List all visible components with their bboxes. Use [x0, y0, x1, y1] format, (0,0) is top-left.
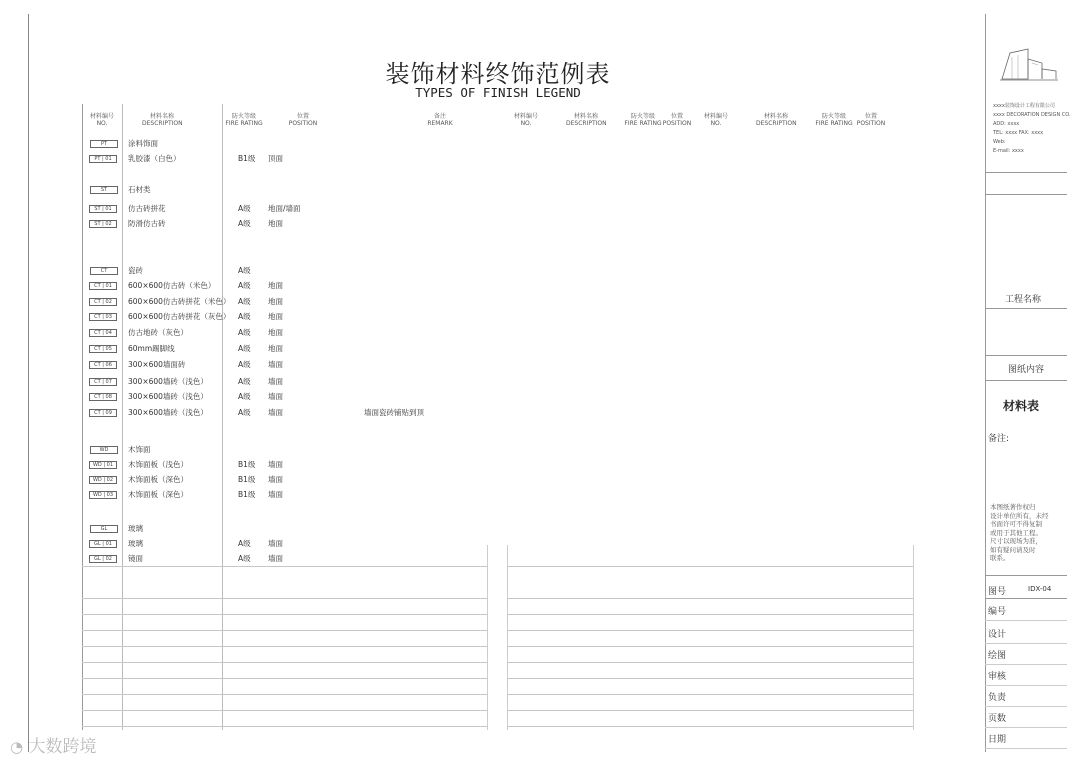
column-header-cn: 材料名称	[573, 113, 598, 120]
sign-off-field-label: 负责	[988, 693, 1007, 703]
cell-fire: A级	[238, 554, 251, 563]
cell-fire: A级	[238, 539, 251, 548]
material-code-tag: GL	[90, 525, 118, 533]
material-code-tag: GL | 02	[89, 555, 117, 563]
material-code-tag: ST	[90, 186, 118, 194]
cell-name: 600×600仿古砖拼花（米色）	[128, 297, 231, 306]
note-line: 或用于其他工程。	[990, 528, 1042, 537]
company-info-line: Web:	[993, 139, 1006, 145]
column-header-en: REMARK	[427, 120, 453, 127]
column-header-cn: 防火等级	[231, 113, 256, 120]
tb-divider	[985, 308, 1067, 309]
column-header-en: POSITION	[856, 120, 886, 127]
material-code-tag: PT	[90, 140, 118, 148]
cell-pos: 墙面	[268, 360, 283, 369]
cell-name: 防滑仿古砖	[128, 219, 166, 228]
drawing-content-value: 材料表	[1003, 399, 1040, 413]
column-divider-end	[913, 545, 914, 730]
column-header-en: POSITION	[288, 120, 318, 127]
cell-name: 木饰面	[128, 445, 151, 454]
tb-divider	[985, 664, 1067, 665]
material-code-tag: CT | 07	[89, 378, 117, 386]
column-header-cn: 防火等级	[821, 113, 846, 120]
column-header	[506, 113, 546, 127]
cell-fire: A级	[238, 360, 251, 369]
column-header	[696, 113, 736, 127]
cell-fire: A级	[238, 392, 251, 401]
row-rule	[82, 726, 487, 727]
watermark	[10, 732, 97, 757]
drawing-content-label: 图纸内容	[1008, 365, 1045, 375]
cell-fire: A级	[238, 408, 251, 417]
title-block-border	[985, 14, 986, 752]
cell-fire: A级	[238, 297, 251, 306]
company-info-line: xxxx DECORATION DESIGN CO.	[993, 112, 1071, 118]
cell-fire: A级	[238, 377, 251, 386]
column-header-en: FIRE RATING	[815, 120, 853, 127]
tb-divider	[985, 748, 1067, 749]
column-header-cn: 材料名称	[763, 113, 788, 120]
sign-off-field-label: 页数	[988, 714, 1007, 724]
company-info-line: ADD: xxxx	[993, 121, 1020, 127]
sign-off-field-label: 编号	[988, 607, 1007, 617]
company-info-line: TEL: xxxx FAX: xxxx	[993, 130, 1044, 136]
cell-pos: 地面/墙面	[268, 204, 301, 213]
material-code-tag: CT | 01	[89, 282, 117, 290]
cell-pos: 地面	[268, 219, 283, 228]
column-header	[814, 113, 854, 127]
material-code-tag: CT | 03	[89, 313, 117, 321]
note-line: 设计单位所有，未经	[990, 511, 1049, 520]
material-code-tag: CT | 05	[89, 345, 117, 353]
material-code-tag: WD | 03	[89, 491, 117, 499]
cell-name: 木饰面板（深色）	[128, 475, 188, 484]
cell-pos: 地面	[268, 297, 283, 306]
frame-left-line	[28, 14, 29, 752]
column-header-cn: 位置	[296, 113, 309, 120]
column-header-cn: 位置	[864, 113, 877, 120]
row-rule	[82, 614, 487, 615]
material-code-tag: ST | 02	[89, 220, 117, 228]
cell-fire: B1级	[238, 460, 256, 469]
column-divider-code	[122, 104, 123, 730]
cell-fire: B1级	[238, 154, 256, 163]
cell-pos: 墙面	[268, 490, 283, 499]
material-code-tag: CT	[90, 267, 118, 275]
material-code-tag: GL | 01	[89, 540, 117, 548]
cell-pos: 墙面	[268, 475, 283, 484]
row-rule	[507, 726, 913, 727]
row-rule	[82, 678, 487, 679]
note-line: 联系。	[990, 554, 1010, 562]
watermark-text: 大数跨境	[28, 737, 97, 757]
row-rule	[507, 710, 913, 711]
tb-divider	[985, 355, 1067, 356]
column-header	[756, 113, 796, 127]
row-rule	[82, 710, 487, 711]
note-line: 如有疑问请及时	[990, 545, 1036, 554]
project-name-label: 工程名称	[1005, 295, 1042, 305]
remarks-label: 备注:	[988, 434, 1010, 444]
material-code-tag: WD | 02	[89, 476, 117, 484]
row-rule	[507, 662, 913, 663]
row-rule	[507, 614, 913, 615]
column-header	[224, 113, 264, 127]
column-header-cn: 材料编号	[513, 113, 538, 120]
drawing-no-value: IDX-04	[1028, 585, 1052, 593]
cell-pos: 墙面	[268, 539, 283, 548]
cell-pos: 墙面	[268, 554, 283, 563]
column-header	[657, 113, 697, 127]
column-header	[420, 113, 460, 127]
cell-fire: A级	[238, 312, 251, 321]
tb-divider	[985, 727, 1067, 728]
cell-fire: A级	[238, 266, 251, 275]
material-code-tag: WD | 01	[89, 461, 117, 469]
column-header-cn: 材料名称	[149, 113, 174, 120]
cell-name: 300×600墙砖（浅色）	[128, 377, 208, 386]
row-rule	[82, 598, 487, 599]
row-rule	[82, 646, 487, 647]
column-header	[142, 113, 182, 127]
cell-name: 瓷砖	[128, 266, 143, 275]
cell-fire: A级	[238, 204, 251, 213]
cell-name: 300×600墙砖（浅色）	[128, 392, 208, 401]
row-rule	[507, 598, 913, 599]
page-subtitle: TYPES OF FINISH LEGEND	[415, 85, 581, 100]
tb-divider	[985, 194, 1067, 195]
cell-name: 木饰面板（浅色）	[128, 460, 188, 469]
sign-off-field-label: 审核	[988, 672, 1007, 682]
material-code-tag: CT | 06	[89, 361, 117, 369]
column-header	[82, 113, 122, 127]
row-rule	[82, 630, 487, 631]
cell-name: 乳胶漆（白色）	[128, 154, 181, 163]
material-code-tag: CT | 09	[89, 409, 117, 417]
column-header-en: POSITION	[662, 120, 692, 127]
cell-name: 仿古砖拼花	[128, 204, 166, 213]
sign-off-field-label: 日期	[988, 735, 1007, 745]
material-code-tag: CT | 02	[89, 298, 117, 306]
column-header	[283, 113, 323, 127]
column-header-en: NO.	[520, 120, 532, 127]
column-header-cn: 材料编号	[89, 113, 114, 120]
column-header-en: DESCRIPTION	[566, 120, 607, 127]
tb-divider	[985, 643, 1067, 644]
row-rule	[82, 566, 487, 567]
cell-name: 涂料饰面	[128, 139, 158, 148]
column-header	[566, 113, 606, 127]
note-line: 书面许可不得复制	[990, 520, 1042, 528]
sign-off-field-label: 设计	[988, 630, 1007, 640]
table-left-border	[82, 104, 83, 730]
column-header-en: NO.	[710, 120, 722, 127]
tb-divider	[985, 685, 1067, 686]
column-header-cn: 材料编号	[703, 113, 728, 120]
tb-divider	[985, 598, 1067, 599]
column-header-en: DESCRIPTION	[142, 120, 183, 127]
column-header-en: FIRE RATING	[624, 120, 662, 127]
cell-pos: 墙面	[268, 460, 283, 469]
tb-divider	[985, 380, 1067, 381]
row-rule	[507, 678, 913, 679]
cell-name: 600×600仿古砖拼花（灰色）	[128, 312, 231, 321]
column-header-en: FIRE RATING	[225, 120, 263, 127]
tb-divider	[985, 172, 1067, 173]
cell-pos: 地面	[268, 312, 283, 321]
remarks-note	[990, 503, 1049, 563]
cell-pos: 墙面	[268, 377, 283, 386]
row-rule	[82, 694, 487, 695]
note-line: 尺寸以现场为准，	[990, 537, 1042, 545]
material-code-tag: WD	[90, 446, 118, 454]
column-header-en: NO.	[96, 120, 108, 127]
material-code-tag: CT | 04	[89, 329, 117, 337]
cell-fire: B1级	[238, 490, 256, 499]
cell-pos: 地面	[268, 328, 283, 337]
company-info-line: xxxx装饰设计工程有限公司	[993, 103, 1055, 109]
material-code-tag: CT | 08	[89, 393, 117, 401]
company-info	[993, 102, 1071, 156]
sign-off-field-label: 绘图	[988, 651, 1007, 661]
tb-divider	[985, 620, 1067, 621]
column-header-cn: 备注	[433, 113, 446, 120]
cell-name: 300×600墙面砖	[128, 360, 186, 369]
cell-fire: A级	[238, 328, 251, 337]
cell-name: 600×600仿古砖（米色）	[128, 281, 216, 290]
cell-name: 玻璃	[128, 524, 143, 533]
note-line: 本图纸著作权归	[990, 503, 1036, 511]
column-header-cn: 位置	[670, 113, 683, 120]
column-divider-mid	[487, 545, 488, 730]
tb-divider	[985, 575, 1067, 576]
row-rule	[507, 566, 913, 567]
cell-pos: 地面	[268, 281, 283, 290]
cell-name: 玻璃	[128, 539, 143, 548]
cell-fire: B1级	[238, 475, 256, 484]
cell-name: 木饰面板（深色）	[128, 490, 188, 499]
cell-pos: 地面	[268, 344, 283, 353]
cell-name: 60mm踢脚线	[128, 344, 175, 353]
company-info-line: E-mail: xxxx	[993, 148, 1024, 154]
cell-name: 石材类	[128, 185, 151, 194]
row-rule	[507, 630, 913, 631]
cell-pos: 墙面	[268, 408, 283, 417]
watermark-logo-icon: ◔	[10, 738, 24, 756]
cell-pos: 顶面	[268, 154, 283, 163]
column-header-cn: 防火等级	[630, 113, 655, 120]
material-code-tag: ST | 01	[89, 205, 117, 213]
cell-name: 仿古地砖（灰色）	[128, 328, 188, 337]
cell-name: 镜面	[128, 554, 143, 563]
tb-divider	[985, 706, 1067, 707]
row-rule	[82, 662, 487, 663]
column-divider-right	[507, 545, 508, 730]
cell-fire: A级	[238, 219, 251, 228]
row-rule	[507, 646, 913, 647]
cell-fire: A级	[238, 281, 251, 290]
column-header	[851, 113, 891, 127]
cell-fire: A级	[238, 344, 251, 353]
cell-pos: 墙面	[268, 392, 283, 401]
drawing-no-label: 图号	[988, 587, 1007, 597]
column-header-en: DESCRIPTION	[756, 120, 797, 127]
cell-name: 300×600墙砖（浅色）	[128, 408, 208, 417]
row-rule	[507, 694, 913, 695]
cell-remark: 墙面瓷砖铺贴到顶	[364, 408, 424, 417]
column-divider-name	[222, 104, 223, 730]
page-title: 装饰材料终饰范例表	[385, 60, 611, 88]
company-logo-icon	[998, 45, 1060, 85]
material-code-tag: PT | 01	[89, 155, 117, 163]
